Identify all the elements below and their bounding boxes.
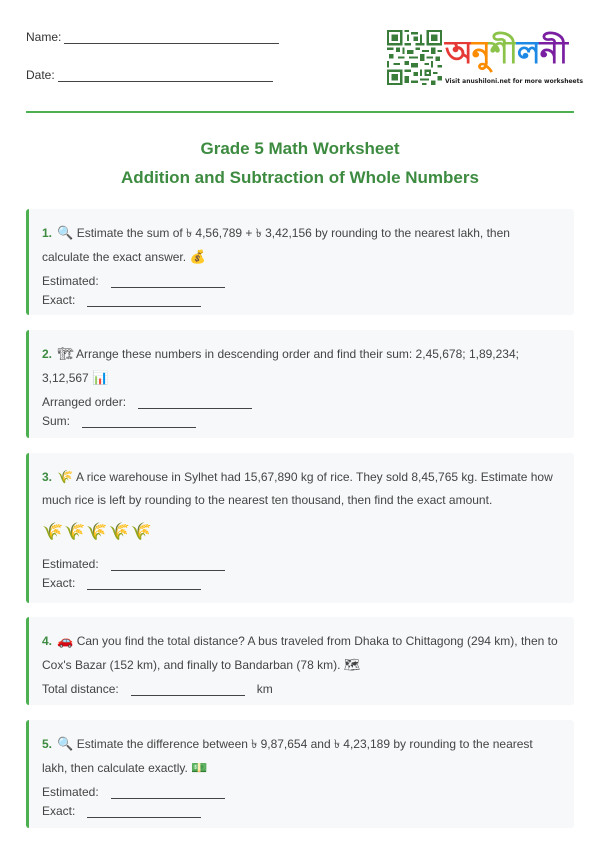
question-text <box>42 629 560 677</box>
answer-label: Estimated: <box>42 274 99 288</box>
answer-blank[interactable] <box>111 561 225 571</box>
question-text <box>42 221 560 269</box>
answer-blank[interactable] <box>82 418 196 428</box>
answer-row-exact[interactable] <box>42 799 560 818</box>
answer-label: Exact: <box>42 576 76 590</box>
magnifier-icon: 🔍 <box>57 736 74 751</box>
date-blank-line[interactable] <box>58 71 273 82</box>
answer-row-arranged-order[interactable] <box>42 390 560 409</box>
answer-row-estimated[interactable] <box>42 552 560 571</box>
question-text <box>42 732 560 780</box>
answer-row-exact[interactable] <box>42 571 560 590</box>
name-blank-line[interactable] <box>64 33 279 44</box>
brand-letter: শী <box>489 33 517 71</box>
dollar-banknote-icon: 💵 <box>191 760 208 775</box>
answer-row-estimated[interactable] <box>42 780 560 799</box>
answer-row-estimated[interactable] <box>42 269 560 288</box>
question-card-1 <box>26 209 574 315</box>
answer-blank[interactable] <box>87 580 201 590</box>
question-number: 4. <box>42 634 53 648</box>
world-map-icon: 🗺 <box>343 657 361 672</box>
magnifier-icon: 🔍 <box>57 225 74 240</box>
name-label: Name: <box>26 30 62 44</box>
answer-label: Arranged order: <box>42 395 127 409</box>
car-icon: 🚗 <box>57 633 74 648</box>
answer-label: Exact: <box>42 293 76 307</box>
worksheet-header <box>0 0 600 112</box>
question-card-3 <box>26 453 574 603</box>
answer-blank[interactable] <box>87 297 201 307</box>
rice-sheaf-icon: 🌾 <box>57 469 74 484</box>
answer-label: Sum: <box>42 414 71 428</box>
qr-code-icon <box>387 30 442 85</box>
answer-label: Total distance: <box>42 682 119 696</box>
answer-blank[interactable] <box>111 278 225 288</box>
name-field[interactable] <box>26 30 279 44</box>
answer-row-sum[interactable] <box>42 409 560 428</box>
answer-blank[interactable] <box>138 399 252 409</box>
bar-chart-icon: 📊 <box>92 370 109 385</box>
question-body: Can you find the total distance? A bus traveled from Dhaka to Chittagong (294 km), then to Cox's Bazar (152 km), and finally to Bandarban (78 km). <box>42 634 558 672</box>
brand-letter: ল <box>516 33 540 71</box>
answer-blank[interactable] <box>131 686 245 696</box>
brand-letter: নী <box>539 33 568 71</box>
answer-blank[interactable] <box>111 789 225 799</box>
question-number: 2. <box>42 347 53 361</box>
brand-wordmark <box>445 30 577 74</box>
question-text <box>42 465 560 512</box>
money-bag-icon: 💰 <box>189 249 206 264</box>
question-body: A rice warehouse in Sylhet had 15,67,890 kg of rice. They sold 8,45,765 kg. Estimate how much rice is left by rounding to the nearest ten thousand, then find the exact amount. <box>42 470 553 507</box>
question-body: Estimate the difference between ৳ 9,87,654 and ৳ 4,23,189 by rounding to the nearest lakh, then calculate exactly. <box>42 737 533 775</box>
brand-tagline: Visit anushiloni.net for more worksheets <box>445 78 584 85</box>
question-number: 5. <box>42 737 53 751</box>
question-body: Arrange these numbers in descending order and find their sum: 2,45,678; 1,89,234; 3,12,567 <box>42 347 519 385</box>
answer-unit: km <box>256 682 273 696</box>
question-text <box>42 342 560 390</box>
question-number: 1. <box>42 226 53 240</box>
worksheet-subtitle: Addition and Subtraction of Whole Numbers <box>121 168 479 187</box>
question-card-2 <box>26 330 574 438</box>
answer-row-exact[interactable] <box>42 288 560 307</box>
question-card-5 <box>26 720 574 828</box>
answer-blank[interactable] <box>87 808 201 818</box>
rice-sheaf-decoration-icon: 🌾🌾🌾🌾🌾 <box>42 522 153 541</box>
header-divider <box>26 111 574 113</box>
answer-label: Estimated: <box>42 785 99 799</box>
brand-letter: অ <box>445 33 472 71</box>
date-label: Date: <box>26 68 55 82</box>
answer-label: Exact: <box>42 804 76 818</box>
building-construction-icon: 🏗 <box>57 346 74 361</box>
answer-row-total-distance[interactable] <box>42 677 560 696</box>
brand-letter: নু <box>471 33 490 71</box>
question-card-4 <box>26 617 574 705</box>
worksheet-title: Grade 5 Math Worksheet <box>200 139 400 158</box>
question-number: 3. <box>42 470 53 484</box>
answer-label: Estimated: <box>42 557 99 571</box>
date-field[interactable] <box>26 68 273 82</box>
brand-logo <box>387 30 584 90</box>
question-body: Estimate the sum of ৳ 4,56,789 + ৳ 3,42,156 by rounding to the nearest lakh, then calculate the exact answer. <box>42 226 510 264</box>
